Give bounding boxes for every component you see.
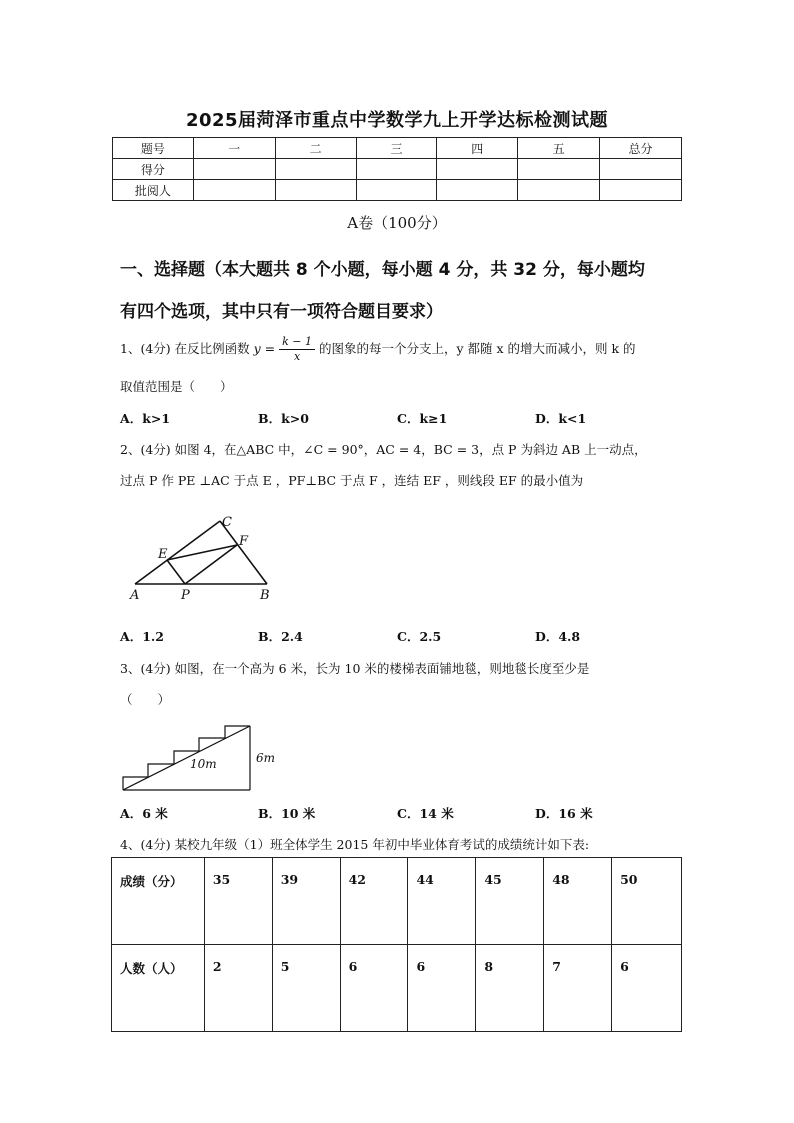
q1-numerator: k − 1 [279,335,315,350]
q2-line2: 过点 P 作 PE ⊥AC 于点 E ，PF⊥BC 于点 F ，连结 EF ，则线段 EF 的最小值为 [120,473,584,488]
table-header-cell: 45 [476,858,544,945]
table-header-cell: 成绩（分） [112,858,205,945]
q2-line1: 2、(4分) 如图 4，在△ABC 中，∠C = 90°，AC = 4，BC = 3，点 P 为斜边 AB 上一动点， [120,442,647,457]
table-cell [518,180,600,201]
segment-pe [167,560,185,584]
q1-option-c[interactable]: C．k≥1 [397,411,448,426]
grades-table [111,857,682,1032]
table-cell [193,180,275,201]
label-p: P [181,588,190,603]
grades-table-row [112,858,682,945]
q4-line1: 4、(4分) 某校九年级（1）班全体学生 2015 年初中毕业体育考试的成绩统计如下表: [120,837,590,852]
question-1 [120,335,686,364]
q1-prefix: 1、(4分) 在反比例函数 [120,341,250,356]
score-table-row [113,159,682,180]
label-a: A [130,588,140,603]
table-cell [275,159,356,180]
table-header-cell: 一 [193,138,275,159]
score-table-row [113,138,682,159]
section-heading-line1: 一、选择题（本大题共 8 个小题，每小题 4 分，共 32 分，每小题均 [120,260,645,280]
table-cell [518,159,600,180]
table-cell: 7 [544,945,612,1032]
label-f: F [239,534,249,549]
label-c: C [222,515,232,530]
label-e: E [158,547,168,562]
table-cell: 8 [476,945,544,1032]
q1-fraction [279,335,315,364]
table-cell [356,180,437,201]
table-cell: 2 [204,945,272,1032]
table-header-cell: 二 [275,138,356,159]
q1-option-d[interactable]: D．k<1 [535,411,587,426]
table-header-cell: 48 [544,858,612,945]
table-header-cell: 三 [356,138,437,159]
table-cell [437,159,518,180]
q3-stairs-figure [118,720,288,795]
table-header-cell: 44 [408,858,476,945]
q1-option-a[interactable]: A．k>1 [120,411,171,426]
q2-option-a[interactable]: A．1.2 [120,629,164,644]
table-header-cell: 39 [272,858,340,945]
q1-option-b[interactable]: B．k>0 [258,411,309,426]
table-header-cell: 四 [437,138,518,159]
table-cell [600,159,682,180]
table-cell [600,180,682,201]
table-header-cell: 题号 [113,138,194,159]
q1-lhs: y = [253,341,276,356]
table-header-cell: 50 [612,858,682,945]
table-header-cell: 批阅人 [113,180,194,201]
q2-option-b[interactable]: B．2.4 [258,629,303,644]
label-6m: 6m [256,751,276,765]
q2-option-d[interactable]: D．4.8 [535,629,581,644]
q2-triangle-figure [125,510,285,605]
exam-title: 2025届菏泽市重点中学数学九上开学达标检测试题 [185,110,609,131]
table-header-cell: 42 [340,858,408,945]
table-header-cell: 人数（人） [112,945,205,1032]
score-table [112,137,682,201]
table-cell: 6 [612,945,682,1032]
stairs-slope [123,726,250,790]
table-cell [275,180,356,201]
table-header-cell: 35 [204,858,272,945]
q3-line1: 3、(4分) 如图，在一个高为 6 米，长为 10 米的楼梯表面铺地毯，则地毯长度至少是 [120,661,590,676]
q1-denominator: x [293,350,301,363]
grades-table-row [112,945,682,1032]
table-header-cell: 得分 [113,159,194,180]
label-10m: 10m [190,757,217,771]
table-cell [193,159,275,180]
q1-suffix: 的图象的每一个分支上，y 都随 x 的增大而减小，则 k 的 [318,341,636,356]
q1-line2: 取值范围是（ ） [120,379,233,394]
q3-line2: （ ） [120,692,171,707]
table-header-cell: 五 [518,138,600,159]
table-cell: 6 [408,945,476,1032]
table-cell: 5 [272,945,340,1032]
q3-option-d[interactable]: D．16 米 [535,806,593,821]
q2-option-c[interactable]: C．2.5 [397,629,442,644]
table-cell: 6 [340,945,408,1032]
table-header-cell: 总分 [600,138,682,159]
table-cell [437,180,518,201]
q3-option-b[interactable]: B．10 米 [258,806,316,821]
q3-option-c[interactable]: C．14 米 [397,806,454,821]
label-b: B [260,588,270,603]
volume-label: A卷（100分） [347,214,447,232]
q3-option-a[interactable]: A．6 米 [120,806,168,821]
score-table-row [113,180,682,201]
section-heading-line2: 有四个选项，其中只有一项符合题目要求） [120,302,443,322]
table-cell [356,159,437,180]
